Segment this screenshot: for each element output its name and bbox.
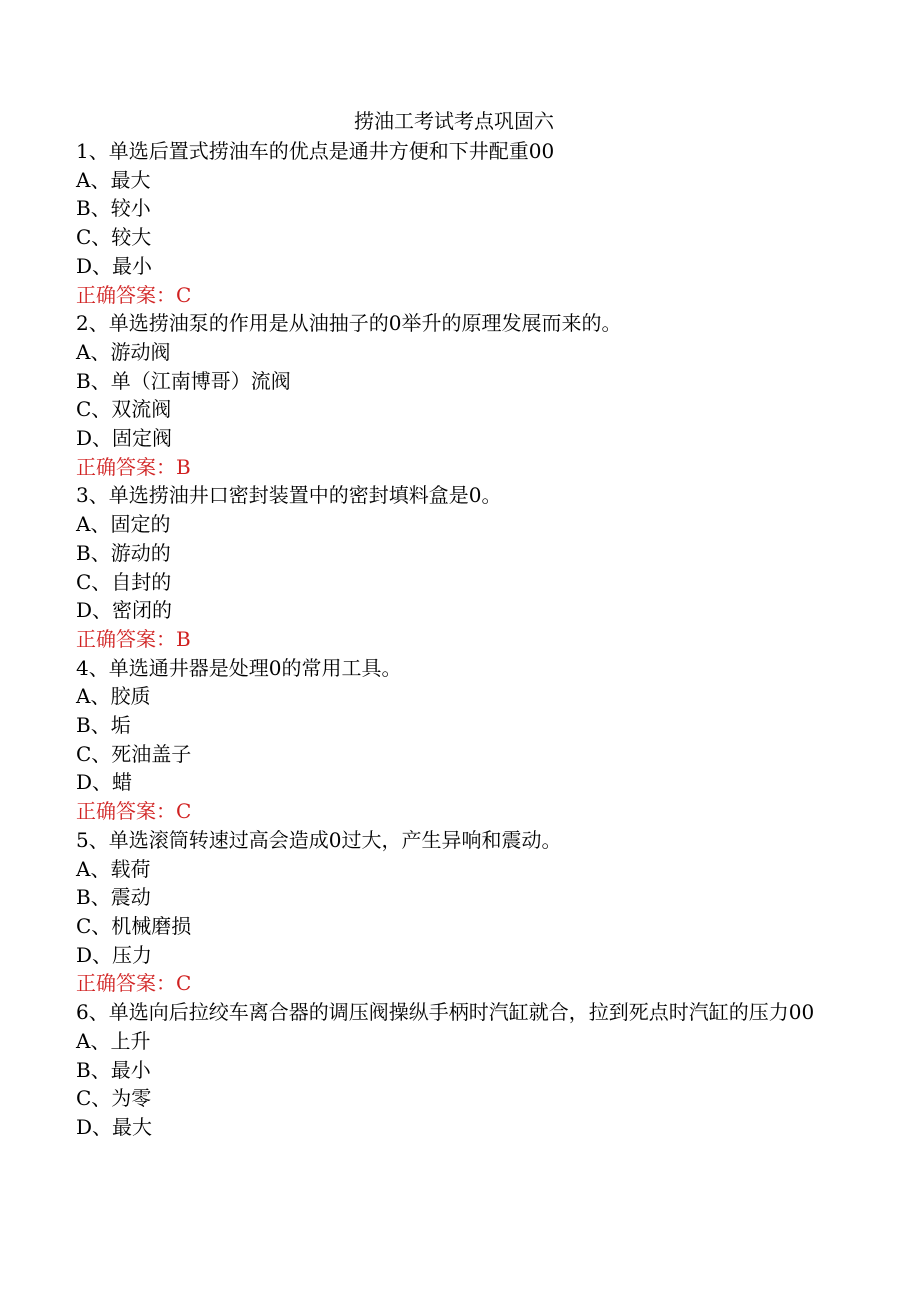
answer-label: 正确答案： <box>76 282 176 307</box>
question-6 <box>76 998 836 1142</box>
option-b: B、单（江南博哥）流阀 <box>76 368 291 393</box>
option-b: B、垢 <box>76 713 131 738</box>
option-c: C、死油盖子 <box>76 741 192 766</box>
option-d: D、最大 <box>76 1114 153 1139</box>
answer-letter: B <box>176 454 191 479</box>
answer-label: 正确答案： <box>76 799 176 824</box>
option-a: A、最大 <box>76 167 151 192</box>
question-3 <box>76 481 836 653</box>
option-a: A、胶质 <box>76 684 151 709</box>
question-text: 5、单选滚筒转速过高会造成0过大，产生异响和震动。 <box>76 827 562 852</box>
option-b: B、游动的 <box>76 540 171 565</box>
answer-letter: B <box>176 626 191 651</box>
correct-answer <box>76 625 836 654</box>
option-b: B、最小 <box>76 1057 151 1082</box>
option-c: C、机械磨损 <box>76 913 192 938</box>
answer-letter: C <box>176 971 192 996</box>
option-a: A、上升 <box>76 1028 151 1053</box>
option-d: D、压力 <box>76 942 153 967</box>
question-1 <box>76 137 836 309</box>
question-text: 3、单选捞油井口密封装置中的密封填料盒是0。 <box>76 483 502 508</box>
answer-letter: C <box>176 282 192 307</box>
option-d: D、固定阀 <box>76 426 173 451</box>
question-text: 2、单选捞油泵的作用是从油抽子的0举升的原理发展而来的。 <box>76 311 622 336</box>
question-4 <box>76 654 836 826</box>
question-list <box>76 137 836 1142</box>
option-c: C、自封的 <box>76 569 172 594</box>
document-title: 捞油工考试考点巩固六 <box>354 109 554 133</box>
option-c: C、较大 <box>76 225 152 250</box>
option-b: B、较小 <box>76 196 151 221</box>
option-b: B、震动 <box>76 885 151 910</box>
question-5 <box>76 826 836 998</box>
option-c: C、为零 <box>76 1086 152 1111</box>
option-a: A、载荷 <box>76 856 151 881</box>
option-d: D、蜡 <box>76 770 133 795</box>
question-text: 4、单选通井器是处理0的常用工具。 <box>76 655 402 680</box>
option-a: A、游动阀 <box>76 339 171 364</box>
correct-answer <box>76 281 836 310</box>
answer-label: 正确答案： <box>76 454 176 479</box>
option-d: D、最小 <box>76 253 153 278</box>
correct-answer <box>76 797 836 826</box>
question-2 <box>76 309 836 481</box>
answer-label: 正确答案： <box>76 626 176 651</box>
correct-answer <box>76 453 836 482</box>
option-d: D、密闭的 <box>76 598 173 623</box>
correct-answer <box>76 969 836 998</box>
question-text: 6、单选向后拉绞车离合器的调压阀操纵手柄时汽缸就合，拉到死点时汽缸的压力00 <box>76 1000 815 1025</box>
answer-letter: C <box>176 799 192 824</box>
option-a: A、固定的 <box>76 512 171 537</box>
option-c: C、双流阀 <box>76 397 172 422</box>
question-text: 1、单选后置式捞油车的优点是通井方便和下井配重00 <box>76 139 555 163</box>
answer-label: 正确答案： <box>76 971 176 996</box>
